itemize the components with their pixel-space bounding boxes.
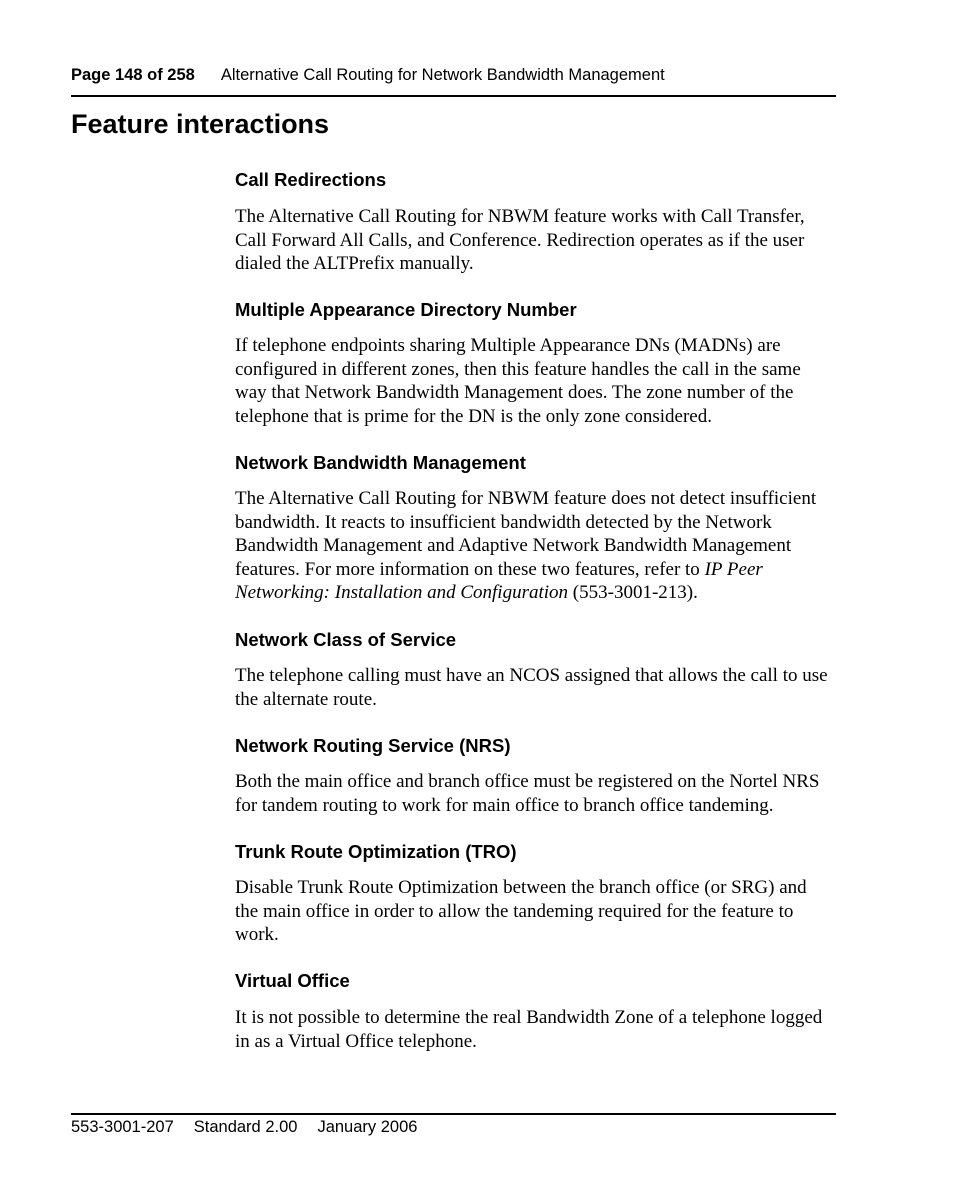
body-line: configured in different zones, then this feature handles the call in the same bbox=[235, 358, 801, 380]
document-reference-title: Networking: Installation and Configuration bbox=[235, 582, 569, 603]
body-line: The Alternative Call Routing for NBWM feature does not detect insufficient bbox=[235, 488, 817, 509]
body-line: telephone that is prime for the DN is the only zone considered. bbox=[235, 405, 712, 427]
page-number: Page 148 of 258 bbox=[71, 66, 195, 84]
document-number: 553-3001-207 bbox=[71, 1118, 174, 1136]
body-line: Both the main office and branch office must be registered on the Nortel NRS bbox=[235, 771, 820, 792]
section-body-madn bbox=[235, 334, 835, 428]
body-line: for tandem routing to work for main office to branch office tandeming. bbox=[235, 794, 774, 816]
running-footer bbox=[71, 1118, 417, 1137]
body-line: bandwidth. It reacts to insufficient bandwidth detected by the Network bbox=[235, 511, 772, 533]
section-heading-ncos: Network Class of Service bbox=[235, 629, 457, 650]
body-line: The Alternative Call Routing for NBWM feature works with Call Transfer, bbox=[235, 206, 805, 227]
body-text: features. For more information on these two features, refer to bbox=[235, 558, 705, 580]
section-body-virtual-office bbox=[235, 1006, 835, 1053]
section-body-tro bbox=[235, 876, 835, 947]
page-title: Feature interactions bbox=[71, 109, 330, 139]
header-rule bbox=[71, 95, 836, 97]
section-heading-nrs: Network Routing Service (NRS) bbox=[235, 735, 511, 756]
standard-version: Standard 2.00 bbox=[193, 1118, 298, 1136]
body-line: If telephone endpoints sharing Multiple Appearance DNs (MADNs) are bbox=[235, 335, 781, 356]
document-title: Alternative Call Routing for Network Bandwidth Management bbox=[220, 66, 665, 84]
section-heading-madn: Multiple Appearance Directory Number bbox=[235, 299, 577, 320]
body-line: The telephone calling must have an NCOS assigned that allows the call to use bbox=[235, 665, 828, 686]
section-heading-nbwm: Network Bandwidth Management bbox=[235, 452, 526, 473]
body-line: the main office in order to allow the tandeming required for the feature to bbox=[235, 900, 794, 922]
body-line: dialed the ALTPrefix manually. bbox=[235, 253, 474, 274]
body-line bbox=[235, 581, 835, 605]
document-reference-title: IP Peer bbox=[704, 558, 763, 580]
body-line: way that Network Bandwidth Management does. The zone number of the bbox=[235, 382, 794, 403]
section-heading-tro: Trunk Route Optimization (TRO) bbox=[235, 841, 517, 862]
body-line: the alternate route. bbox=[235, 688, 377, 710]
section-body-ncos bbox=[235, 664, 835, 711]
publication-date: January 2006 bbox=[317, 1118, 418, 1136]
running-header bbox=[71, 66, 836, 85]
section-body-nbwm bbox=[235, 487, 835, 605]
footer-rule bbox=[71, 1113, 836, 1115]
body-line: work. bbox=[235, 924, 279, 945]
section-heading-call-redirections: Call Redirections bbox=[235, 169, 387, 190]
section-body-nrs bbox=[235, 770, 835, 817]
document-reference-number: (553-3001-213). bbox=[568, 582, 698, 603]
body-line: Bandwidth Management and Adaptive Network Bandwidth Management bbox=[235, 535, 792, 556]
section-body-call-redirections bbox=[235, 205, 835, 276]
body-line: It is not possible to determine the real Bandwidth Zone of a telephone logged bbox=[235, 1007, 823, 1028]
body-line: in as a Virtual Office telephone. bbox=[235, 1030, 477, 1052]
section-heading-virtual-office: Virtual Office bbox=[235, 970, 350, 991]
body-line: Disable Trunk Route Optimization between the branch office (or SRG) and bbox=[235, 877, 807, 898]
body-line bbox=[235, 558, 835, 582]
body-line: Call Forward All Calls, and Conference. Redirection operates as if the user bbox=[235, 229, 805, 251]
